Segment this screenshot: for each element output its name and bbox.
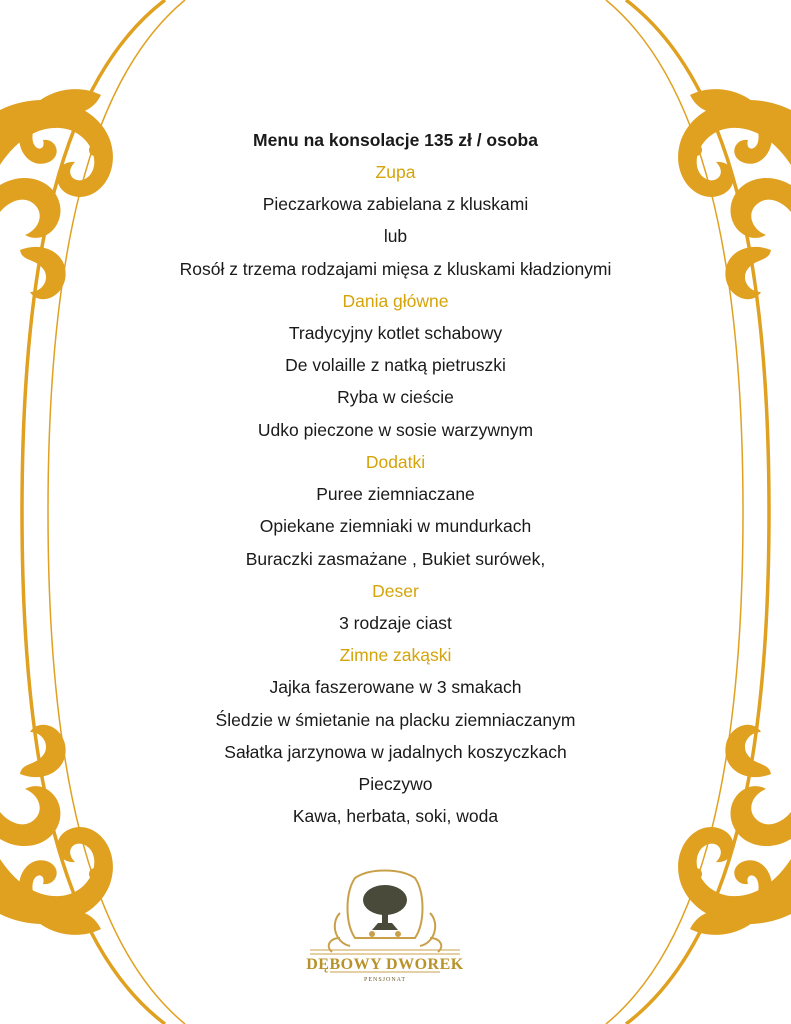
- logo-name: DĘBOWY DWOREK: [306, 956, 464, 973]
- section-dania-glowne: [0, 285, 791, 446]
- section-deser: [0, 575, 791, 639]
- section-heading: Dania główne: [342, 290, 449, 311]
- section-heading: Deser: [372, 580, 419, 601]
- menu-item: Ryba w cieście: [337, 387, 454, 408]
- menu-item: Pieczarkowa zabielana z kluskami: [262, 194, 529, 214]
- menu-item: lub: [383, 226, 408, 247]
- section-heading: Zupa: [375, 162, 416, 182]
- menu: [0, 124, 791, 833]
- section-dodatki: [0, 446, 791, 575]
- menu-item: De volaille z natką pietruszki: [285, 355, 506, 376]
- menu-item: Jajka faszerowane w 3 smakach: [269, 677, 522, 698]
- menu-item: Tradycyjny kotlet schabowy: [288, 322, 503, 343]
- oak-tree-logo-icon: [300, 868, 470, 993]
- menu-item: Puree ziemniaczane: [316, 484, 475, 505]
- section-heading: Zimne zakąski: [339, 645, 452, 666]
- menu-item: Udko pieczone w sosie warzywnym: [257, 419, 534, 440]
- menu-item: Śledzie w śmietanie na placku ziemniaczanym: [215, 709, 576, 730]
- menu-item: Pieczywo: [358, 774, 433, 795]
- menu-item: Opiekane ziemniaki w mundurkach: [259, 516, 532, 537]
- menu-item: 3 rodzaje ciast: [339, 612, 452, 633]
- section-zupa: [0, 156, 791, 285]
- section-heading: Dodatki: [365, 452, 426, 473]
- menu-item: Kawa, herbata, soki, woda: [292, 806, 499, 827]
- menu-item: Sałatka jarzynowa w jadalnych koszyczkach: [224, 741, 567, 762]
- menu-item: Buraczki zasmażane , Bukiet surówek,: [245, 548, 546, 569]
- menu-item: Rosół z trzema rodzajami mięsa z kluskami kładzionymi: [179, 258, 612, 279]
- logo-subtitle: PENSJONAT: [363, 977, 406, 983]
- menu-title: Menu na konsolacje 135 zł / osoba: [253, 130, 538, 150]
- section-zimne-zakaski: [0, 639, 791, 832]
